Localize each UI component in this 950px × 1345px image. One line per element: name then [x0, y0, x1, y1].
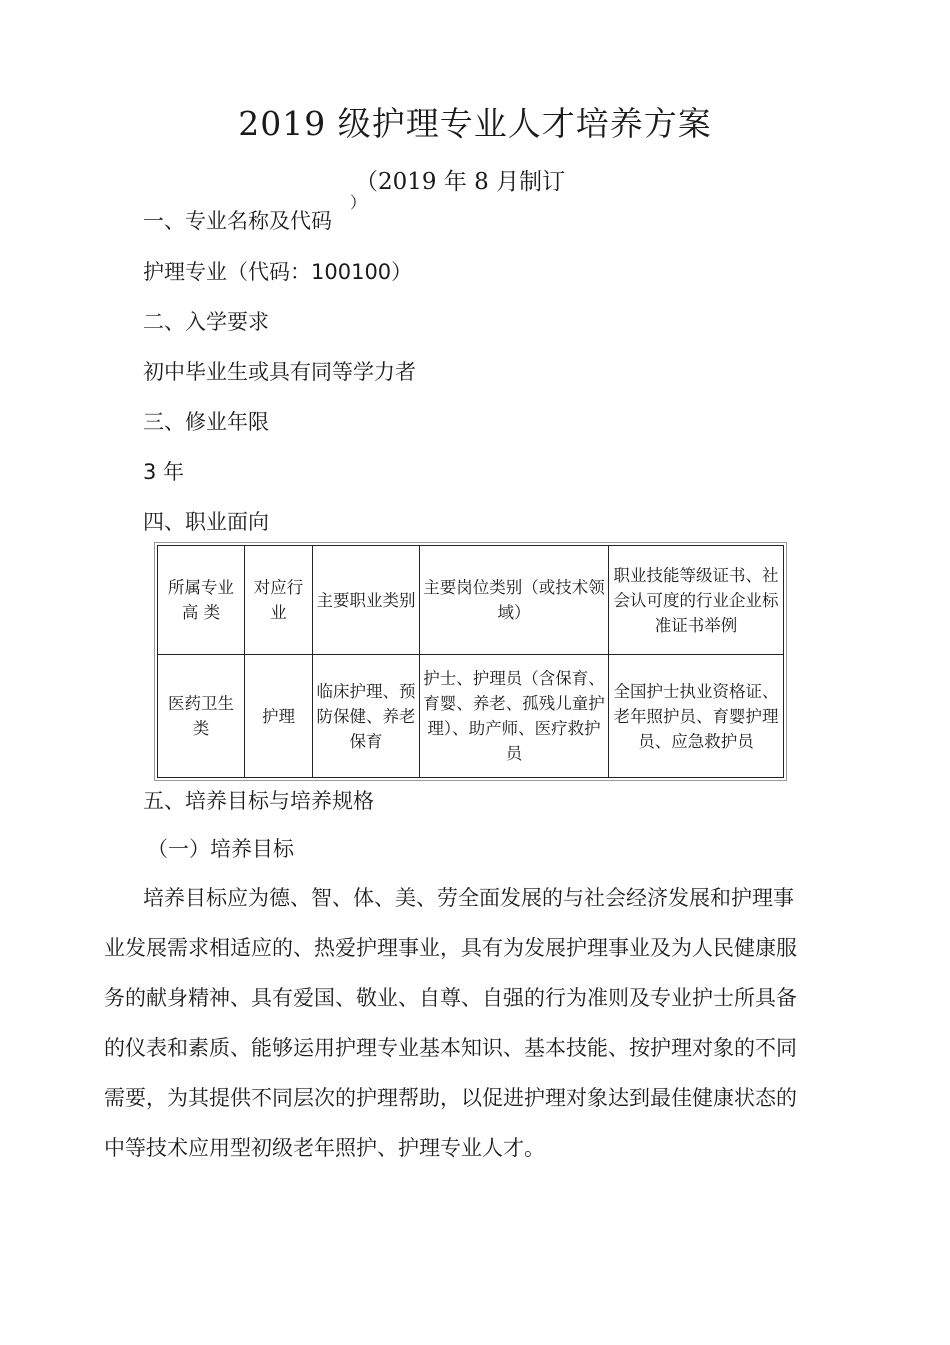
goal-paragraph-line: 务的献身精神、具有爱国、敬业、自尊、自强的行为准则及专业护士所具备	[104, 986, 797, 1010]
goal-paragraph-line: 培养目标应为德、智、体、美、劳全面发展的与社会经济发展和护理事	[143, 886, 794, 910]
goal-paragraph-line: 业发展需求相适应的、热爱护理事业，具有为发展护理事业及为人民健康服	[104, 936, 797, 960]
section-3-body: 3 年	[143, 460, 185, 484]
section-1-body: 护理专业（代码：100100）	[143, 260, 413, 284]
table-cell: 护士、护理员（含保育、育婴、养老、孤残儿童护理）、助产师、医疗救护员	[420, 655, 609, 778]
table-cell: 护理	[245, 655, 313, 778]
goal-paragraph-line: 的仪表和素质、能够运用护理专业基本知识、基本技能、按护理对象的不同	[104, 1036, 797, 1060]
table-header-cell: 所属专业高 类	[158, 546, 245, 655]
table-cell: 临床护理、预防保健、养老保育	[313, 655, 420, 778]
document-subtitle: （2019 年 8 月制订	[355, 169, 566, 195]
section-1-heading: 一、专业名称及代码	[143, 209, 332, 233]
document-title: 2019 级护理专业人才培养方案	[238, 104, 712, 143]
goal-paragraph-line: 需要，为其提供不同层次的护理帮助，以促进护理对象达到最佳健康状态的	[104, 1086, 797, 1110]
section-3-heading: 三、修业年限	[143, 410, 269, 434]
section-2-heading: 二、入学要求	[143, 310, 269, 334]
table-cell: 全国护士执业资格证、老年照护员、育婴护理员、应急救护员	[609, 655, 784, 778]
table-header-cell: 对应行业	[245, 546, 313, 655]
section-2-body: 初中毕业生或具有同等学力者	[143, 360, 416, 384]
table-row	[158, 655, 784, 778]
table-header-cell: 主要岗位类别（或技术领域）	[420, 546, 609, 655]
table-cell: 医药卫生类	[158, 655, 245, 778]
table-header-cell: 主要职业类别	[313, 546, 420, 655]
goal-paragraph-line: 中等技术应用型初级老年照护、护理专业人才。	[104, 1136, 545, 1160]
career-table	[157, 545, 784, 778]
section-4-heading: 四、职业面向	[143, 510, 269, 534]
table-header-row	[158, 546, 784, 655]
section-5-subheading: （一）培养目标	[147, 837, 294, 861]
table-header-cell: 职业技能等级证书、社会认可度的行业企业标准证书举例	[609, 546, 784, 655]
section-5-heading: 五、培养目标与培养规格	[143, 789, 374, 813]
document-subtitle-close: ）	[350, 193, 367, 212]
